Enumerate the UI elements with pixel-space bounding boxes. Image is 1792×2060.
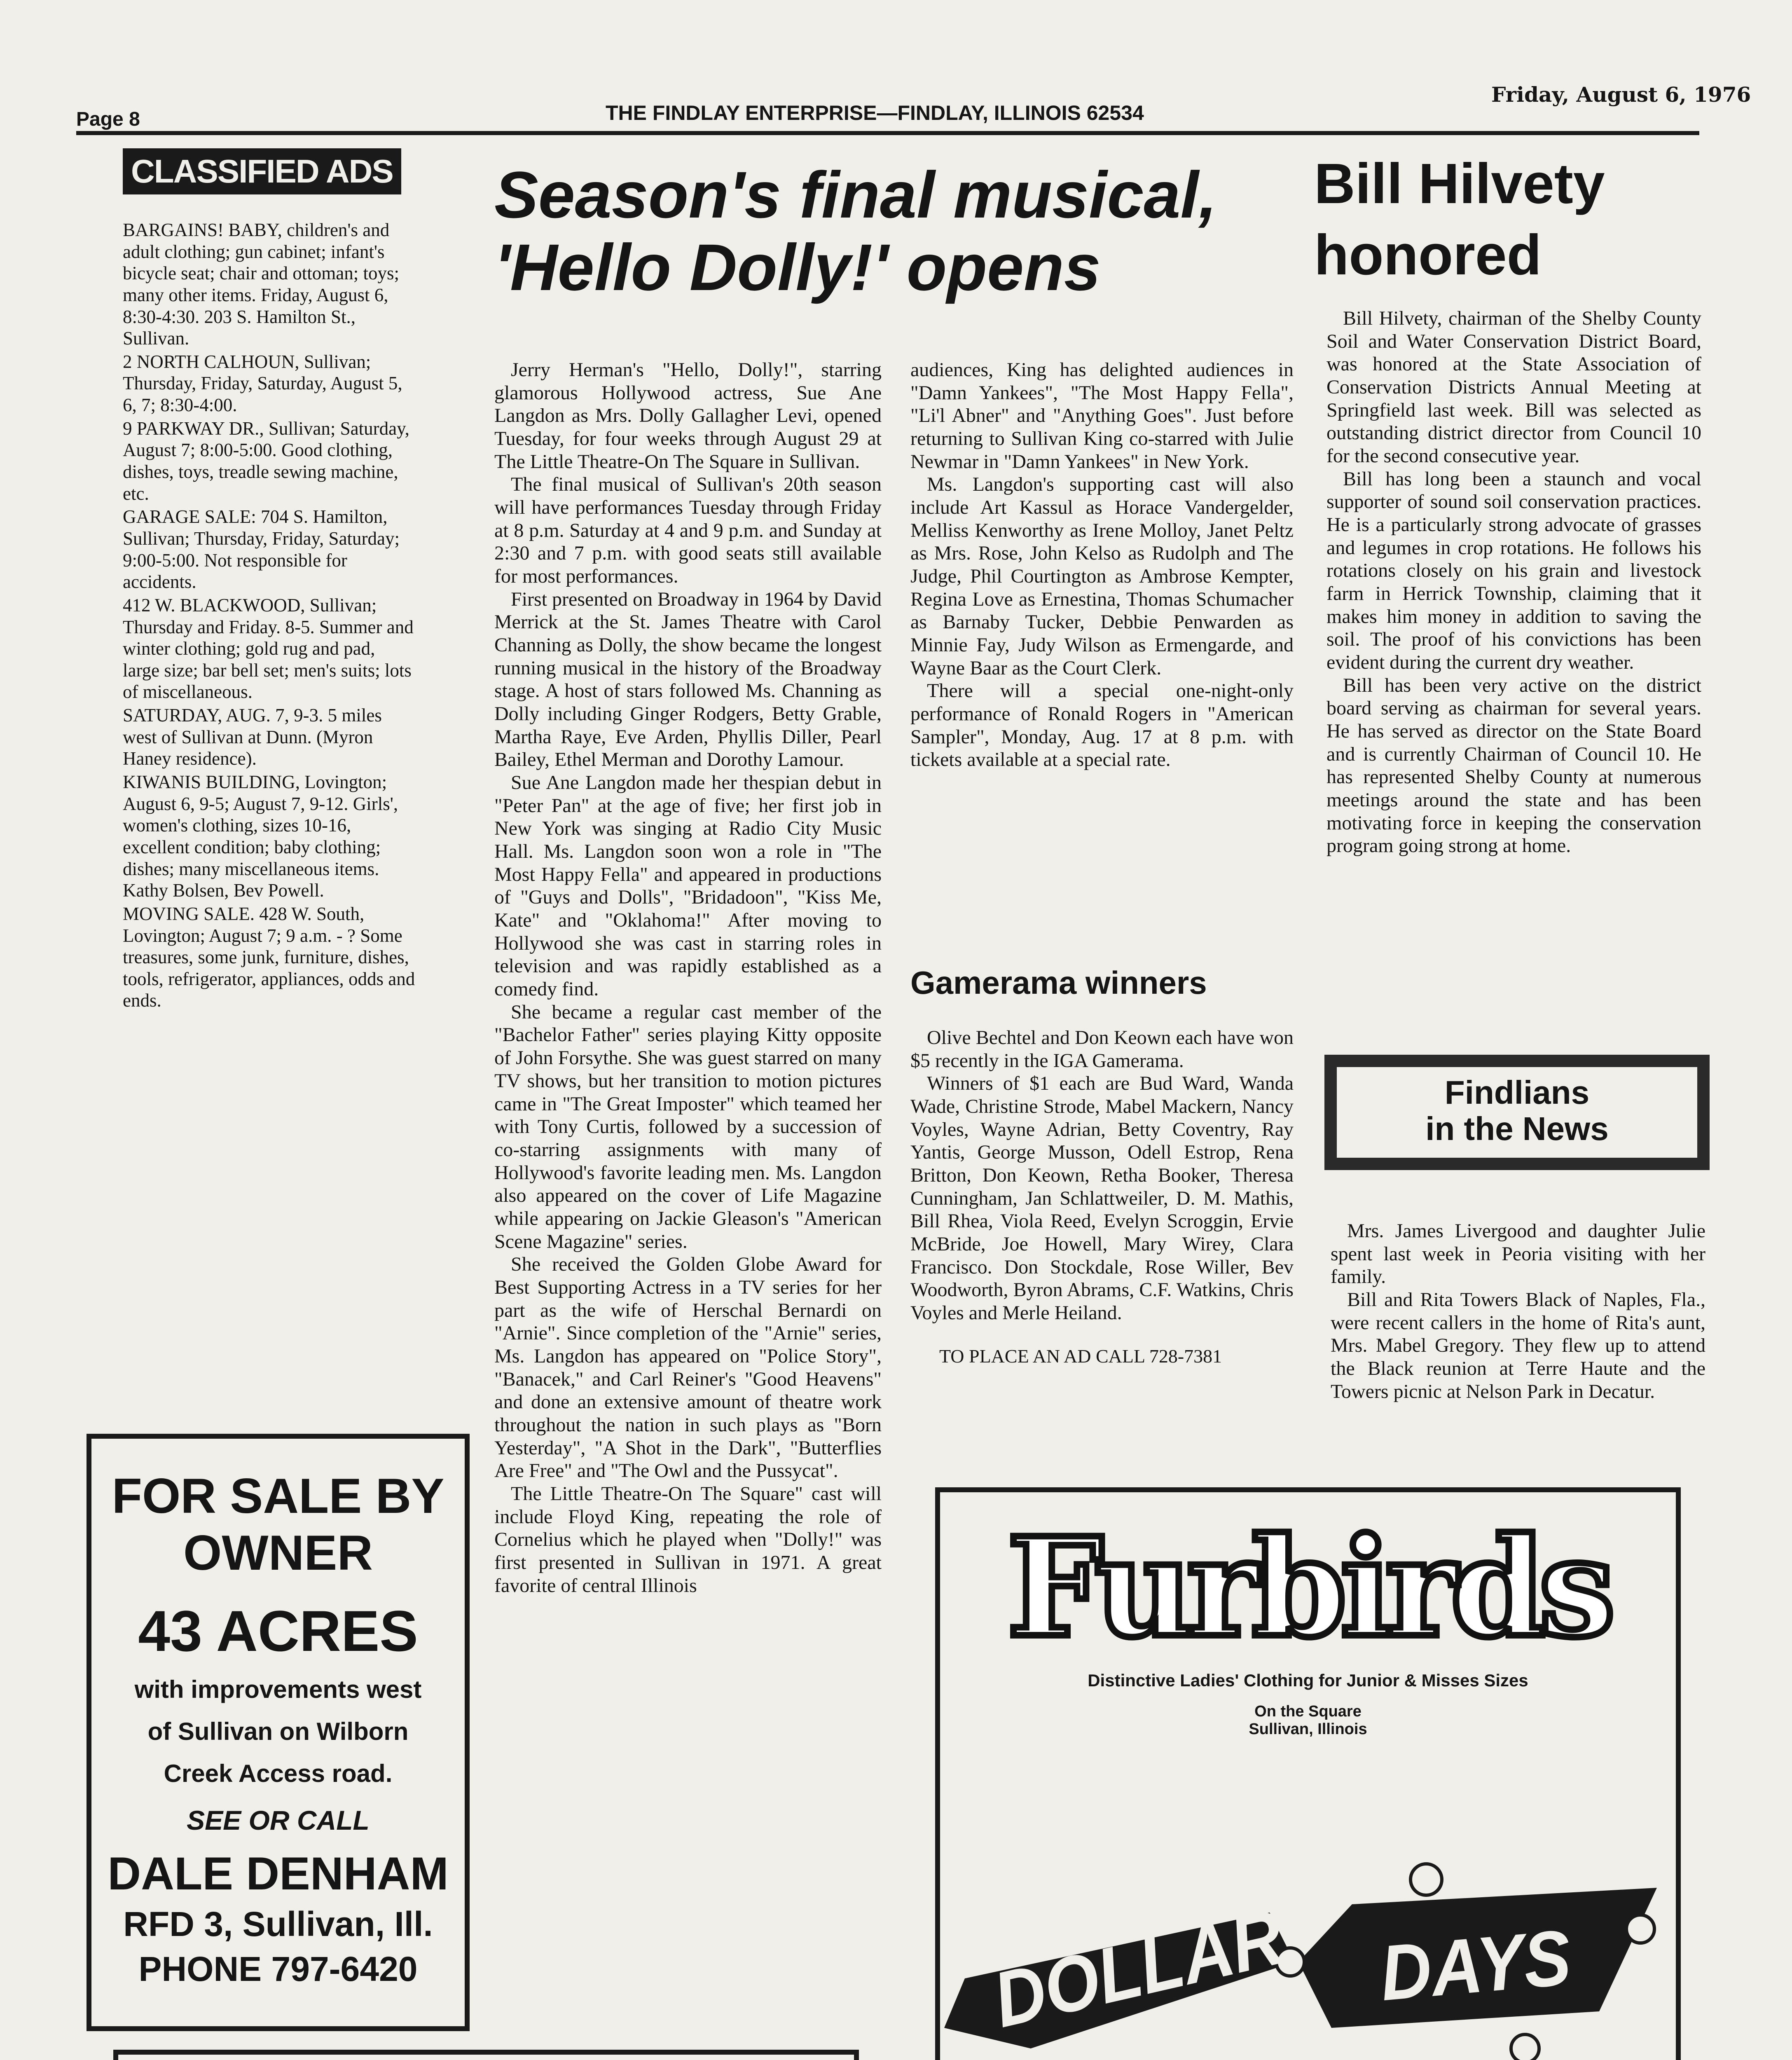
classified-list xyxy=(123,219,415,1011)
for-sale-ad xyxy=(87,1434,470,2031)
classified-item: MOVING SALE. 428 W. South, Lovington; August 7; 9 a.m. - ? Some treasures, some junk, furniture, dishes, tools, refrigerator, appliances, odds and ends. xyxy=(123,903,415,1011)
findlians-box-inner xyxy=(1337,1067,1697,1158)
musical-headline-line1: Season's final musical, xyxy=(494,158,1217,232)
classified-item: KIWANIS BUILDING, Lovington; August 6, 9-5; August 7, 9-12. Girls', women's clothing, sizes 10-16, excellent condition; baby clothing; dishes; many miscellaneous items. Kathy Bolsen, Bev Powell. xyxy=(123,772,398,901)
forsale-name: DALE DENHAM xyxy=(108,1848,449,1900)
musical-column-1 xyxy=(494,358,882,1597)
classified-item: 9 PARKWAY DR., Sullivan; Saturday, August 7; 8:00-5:00. Good clothing, dishes, toys, treadle sewing machine, etc. xyxy=(123,418,409,504)
hilvety-paragraph: Bill Hilvety, chairman of the Shelby County Soil and Water Conservation District Board, was honored at the State Association of Conservation Districts Annual Meeting at Springfield last week. Bill was selected as outstanding district director from Council 10 for the second consecutive year. xyxy=(1326,307,1701,467)
forsale-line6: Creek Access road. xyxy=(164,1760,393,1787)
coin-icon xyxy=(1626,1915,1654,1943)
findlians-title1: Findlians xyxy=(1444,1074,1590,1111)
furbirds-location1: On the Square xyxy=(1254,1703,1362,1720)
coin-icon xyxy=(1411,1864,1442,1895)
hilvety-paragraph: Bill has been very active on the district board serving as chairman for several years. He has served as director on the State Board and is currently Chairman of Council 10. He has represented Shelby County at numerous meetings around the state and has been motivating force in keeping the conservation program going strong at home. xyxy=(1326,674,1701,857)
forsale-line1: FOR SALE BY xyxy=(112,1468,444,1524)
classified-item: GARAGE SALE: 704 S. Hamilton, Sullivan; Thursday, Friday, Saturday; 9:00-5:00. Not responsible for accidents. xyxy=(123,506,400,592)
header-rule xyxy=(76,131,1699,135)
banner-dollar-text: DOLLAR xyxy=(985,1893,1291,2044)
hilvety-headline xyxy=(1314,148,1685,290)
musical-paragraph: She received the Golden Globe Award for Best Supporting Actress in a TV series for her part as the wife of Herschal Bernardi on "Arnie". Since completion of the "Arnie" series, Ms. Langdon has appeared on "Police Story", "Banacek," and Carl Reiner's "Good Heavens" and done an extensive amount of theatre work throughout the nation in such plays as "Born Yesterday", "A Shot in the Dark", "Butterflies Are Free" and "The Owl and the Pussycat". xyxy=(494,1253,882,1482)
forsale-line7: SEE OR CALL xyxy=(187,1805,370,1835)
forsale-phone: PHONE 797-6420 xyxy=(138,1949,418,1988)
hilvety-article xyxy=(1326,307,1701,857)
forsale-acres: 43 ACRES xyxy=(138,1599,418,1663)
musical-paragraph: audiences, King has delighted audiences in "Damn Yankees", "The Most Happy Fella", "Li'l Abner" and "Anything Goes". Just before returning to Sullivan King co-starred with Julie Newmar in "Damn Yankees" in New York. xyxy=(910,359,1294,473)
forsale-line4: with improvements west xyxy=(134,1676,422,1703)
forsale-line2: OWNER xyxy=(183,1525,373,1580)
issue-date: Friday, August 6, 1976 xyxy=(1491,82,1751,107)
furbirds-ad xyxy=(935,1487,1681,2060)
liquor-ad xyxy=(113,2050,859,2060)
hilvety-headline-line2: honored xyxy=(1314,223,1542,287)
paper-name: THE FINDLAY ENTERPRISE—FINDLAY, ILLINOIS 62534 xyxy=(606,101,1144,124)
gamerama-article xyxy=(910,964,1294,1367)
musical-paragraph: The final musical of Sullivan's 20th season will have performances Tuesday through Friday at 8 p.m. Saturday at 4 and 9 p.m. and Sunday at 2:30 and 7 p.m. with good seats still available for most performances. xyxy=(494,473,882,588)
findlians-title2: in the News xyxy=(1425,1110,1609,1147)
findlians-box xyxy=(1324,1055,1710,1170)
classified-section xyxy=(123,148,415,1013)
furbirds-logo: Furbirds xyxy=(1007,1508,1609,1667)
furbirds-location2: Sullivan, Illinois xyxy=(1249,1721,1367,1738)
page-header xyxy=(0,0,1792,140)
news-paragraph: Bill and Rita Towers Black of Naples, Fla., were recent callers in the home of Rita's aunt, Mrs. Mabel Gregory. They flew up to attend the Black reunion at Terre Haute and the Towers picnic at Nelson Park in Decatur. xyxy=(1331,1289,1705,1402)
coin-icon xyxy=(1511,2034,1539,2060)
page-number: Page 8 xyxy=(76,108,140,130)
musical-paragraph: She became a regular cast member of the "Bachelor Father" series playing Kitty opposite of John Forsythe. She was guest starred on many TV shows, but her transition to motion pictures came in "The Great Imposter" which teamed her with Tony Curtis, followed by a succession of co-starring assignments with many of Hollywood's favorite leading men. Ms. Langdon also appeared on the cover of Life Magazine while appearing on Jackie Gleason's "American Scene Magazine" series. xyxy=(494,1001,882,1252)
musical-headline xyxy=(494,159,1318,304)
findlians-article xyxy=(1331,1220,1705,1403)
furbirds-tagline: Distinctive Ladies' Clothing for Junior & Misses Sizes xyxy=(1088,1671,1528,1690)
forsale-addr: RFD 3, Sullivan, Ill. xyxy=(123,1904,433,1943)
musical-column-2 xyxy=(910,358,1294,771)
classified-title: CLASSIFIED ADS xyxy=(123,148,401,194)
classified-item: 2 NORTH CALHOUN, Sullivan; Thursday, Friday, Saturday, August 5, 6, 7; 8:30-4:00. xyxy=(123,351,402,416)
musical-paragraph: Jerry Herman's "Hello, Dolly!", starring glamorous Hollywood actress, Sue Ane Langdon as Mrs. Dolly Gallagher Levi, opened Tuesday, for four weeks through August 29 at The Little Theatre-On The Square in Sullivan. xyxy=(494,359,882,473)
gamerama-headline: Gamerama winners xyxy=(910,964,1207,1001)
musical-paragraph: The Little Theatre-On The Square" cast will include Floyd King, repeating the role of Cornelius which he played when "Dolly!" was first presented in Sullivan in 1971. A great favorite of central Illinois xyxy=(494,1482,882,1596)
musical-paragraph: Ms. Langdon's supporting cast will also include Art Kassul as Horace Vandergelder, Melliss Kenworthy as Irene Molloy, Janet Peltz as Mrs. Rose, John Kelso as Rudolph and The Judge, Phil Courtington as Ambrose Kempter, Regina Love as Ernestina, Thomas Schumacher as Barnaby Tucker, Debbie Penwarden as Minnie Fay, Judy Wilson as Ermengarde, and Wayne Baar as the Court Clerk. xyxy=(910,473,1294,679)
forsale-line5: of Sullivan on Wilborn xyxy=(147,1718,409,1745)
news-paragraph: Mrs. James Livergood and daughter Julie spent last week in Peoria visiting with her family. xyxy=(1331,1220,1705,1288)
hilvety-paragraph: Bill has long been a staunch and vocal supporter of sound soil conservation practices. He is a particularly strong advocate of grasses and legumes in crop rotations. He follows his rotations closely on his grain and livestock farm in Herrick Township, claiming that it makes him money in addition to saving the soil. The proof of his convictions has been evident during the current dry weather. xyxy=(1326,468,1701,674)
hilvety-headline-line1: Bill Hilvety xyxy=(1314,152,1605,215)
musical-headline-line2: 'Hello Dolly!' opens xyxy=(494,230,1101,304)
gamerama-paragraph: Olive Bechtel and Don Keown each have won $5 recently in the IGA Gamerama. xyxy=(910,1027,1294,1072)
musical-paragraph: There will a special one-night-only performance of Ronald Rogers in "American Sampler", Monday, Aug. 17 at 8 p.m. with tickets available at a special rate. xyxy=(910,680,1294,771)
classified-item: SATURDAY, AUG. 7, 9-3. 5 miles west of Sullivan at Dunn. (Myron Haney residence). xyxy=(123,705,382,769)
classified-item: 412 W. BLACKWOOD, Sullivan; Thursday and Friday. 8-5. Summer and winter clothing; gold rug and pad, large size; bar bell set; men's suits; lots of miscellaneous. xyxy=(123,595,414,702)
classified-item: BARGAINS! BABY, children's and adult clothing; gun cabinet; infant's bicycle seat; chair and ottoman; toys; many other items. Friday, August 6, 8:30-4:30. 203 S. Hamilton St., Sullivan. xyxy=(123,220,400,349)
musical-paragraph: First presented on Broadway in 1964 by David Merrick at the St. James Theatre with Carol Channing as Dolly, the show became the longest running musical in the history of the Broadway stage. A host of stars followed Ms. Channing as Dolly including Ginger Rodgers, Betty Grable, Martha Raye, Eve Arden, Phyllis Diller, Pearl Bailey, Ethel Merman and Dorothy Lamour. xyxy=(494,588,882,771)
musical-paragraph: Sue Ane Langdon made her thespian debut in "Peter Pan" at the age of five; her first job in New York was singing at Radio City Music Hall. Ms. Langdon soon won a role in "The Most Happy Fella" and appeared in productions of "Guys and Dolls", "Bridadoon", "Kiss Me, Kate" and "Oklahoma!" After moving to Hollywood she was cast in starring roles in television and was rapidly established as a comedy find. xyxy=(494,772,882,1000)
gamerama-paragraph: Winners of $1 each are Bud Ward, Wanda Wade, Christine Strode, Mabel Mackern, Nancy Voyles, Wayne Adrian, Betty Coventry, Ray Yantis, George Musson, Odell Estrop, Rena Britton, Don Keown, Retha Booker, Theresa Cunningham, Jan Schlattweiler, D. M. Mathis, Bill Rhea, Viola Reed, Evelyn Scroggin, Ervie McBride, Joe Howell, Mary Wirey, Clara Francisco. Don Stockdale, Rose Willer, Bev Woodworth, Byron Abrams, C.F. Watkins, Chris Voyles and Merle Heiland. xyxy=(910,1072,1294,1324)
banner-days-text: DAYS xyxy=(1377,1913,1574,2018)
place-ad-notice: TO PLACE AN AD CALL 728-7381 xyxy=(939,1345,1222,1367)
